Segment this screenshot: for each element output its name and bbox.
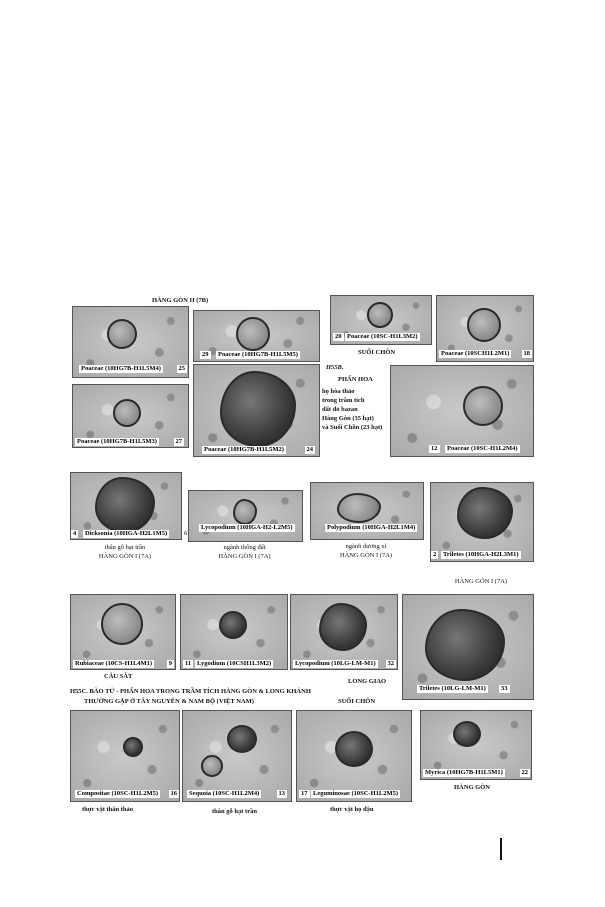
spore-grain — [319, 603, 367, 651]
h55b-desc-1: họ hòa thảo — [322, 388, 355, 395]
spore-grain — [337, 493, 381, 523]
pollen-grain — [367, 302, 393, 328]
plate-sequoia — [182, 710, 292, 802]
pollen-grain — [123, 737, 143, 757]
caption-leguminosae: thực vật họ đậu — [330, 806, 374, 813]
heading-suoi-chon-top: SUỐI CHÔN — [358, 349, 396, 356]
caption-sequoia: thân gỗ hạt trần — [212, 808, 257, 815]
plate-label: Myrica (10HG7B-H1L5M1) — [425, 769, 503, 776]
plate-triletes-hga — [430, 482, 534, 562]
plate-number: 32 — [387, 660, 394, 667]
plate-number: 27 — [175, 438, 182, 445]
plate-number: 17 — [301, 790, 308, 797]
pollen-grain — [467, 308, 501, 342]
plate-label: Triletes (10HGA-H2L3M1) — [443, 551, 519, 558]
plate-label: Poaceae (10HG7B-H1L5M4) — [81, 365, 161, 372]
plate-label: Poaceae (10SC-H1L2M4) — [447, 445, 518, 452]
pollen-grain — [113, 399, 141, 427]
plate-label: Lycopodium (10LG-LM-M1) — [295, 660, 376, 667]
spore-grain — [425, 609, 505, 681]
plate-rubiaceae — [70, 594, 176, 670]
plate-polypodium — [310, 482, 424, 540]
plate-label: Dicksonia (10HGA-H2L1M5) — [85, 530, 168, 537]
plate-label: Rubiaceae (10CS-H1L4M1) — [75, 660, 153, 667]
h55c-title-1: H55C. BÀO TỬ - PHẤN HOA TRONG TRẦM TÍCH HÀNG GÒN & LONG KHÁNH — [70, 688, 311, 695]
caption-cau-sat: CÂU SẮT — [104, 673, 133, 680]
spore-grain — [219, 611, 247, 639]
pollen-grain — [101, 603, 143, 645]
plate-poaceae-12 — [390, 365, 534, 457]
plate-number-6: 6 — [184, 530, 188, 537]
pollen-grain — [227, 725, 257, 753]
plate-leguminosae — [296, 710, 412, 802]
plate-label: Poaceae (10HG7B-H1L5M3) — [77, 438, 157, 445]
pollen-grain — [107, 319, 137, 349]
pollen-grain — [463, 386, 503, 426]
caption-dicksonia-2: HÀNG GÒN I (7A) — [98, 553, 152, 560]
plate-dicksonia — [70, 472, 182, 540]
caption-triletes: HÀNG GÒN I (7A) — [454, 578, 508, 585]
h55b-desc-2: trong trầm tích — [322, 397, 365, 404]
plate-poaceae-27 — [72, 384, 189, 448]
plate-number: 9 — [168, 660, 172, 667]
caption-lycopodium-1: ngành thông đất — [223, 544, 266, 551]
spore-grain — [95, 477, 155, 533]
plate-label: Lygodium (10CSH1L3M2) — [197, 660, 272, 667]
plate-label: Leguminosae (10SC-H1L2M5) — [313, 790, 399, 797]
plate-poaceae-25 — [72, 306, 189, 378]
plate-triletes-lg — [402, 594, 534, 700]
plate-label: Triletes (10LG-LM-M1) — [419, 685, 486, 692]
plate-number: 13 — [278, 790, 285, 797]
plate-number: 33 — [501, 685, 508, 692]
plate-number: 25 — [178, 365, 185, 372]
caption-polypodium-1: ngành dương xỉ — [345, 543, 387, 550]
spore-grain — [233, 499, 257, 525]
plate-label: Sequoia (10SC-H1L2M4) — [189, 790, 260, 797]
plate-label: Lycopodium (10HGA-H2-L2M5) — [201, 524, 293, 531]
plate-number: 22 — [521, 769, 528, 776]
spore-grain — [457, 487, 513, 539]
plate-poaceae-18 — [436, 295, 534, 362]
heading-hang-gon-ii: HÀNG GÒN II (7B) — [152, 297, 209, 304]
caption-hang-gon: HÀNG GÒN — [454, 784, 490, 791]
plate-number: 29 — [202, 351, 209, 358]
plate-number: 16 — [170, 790, 177, 797]
plate-compositae — [70, 710, 180, 802]
plate-number: 4 — [73, 530, 77, 537]
h55c-title-2: THƯỜNG GẶP Ở TÂY NGUYÊN & NAM BỘ (VIỆT NAM) — [84, 698, 254, 705]
plate-number: 24 — [306, 446, 313, 453]
plate-label: Poaceae (10SCH1L2M1) — [441, 350, 510, 357]
caption-long-giao: LONG GIAO — [348, 678, 387, 685]
plate-poaceae-29 — [193, 310, 320, 362]
h55b-desc-3: đất đỏ bazan — [322, 406, 358, 413]
plate-lycopodium-h2 — [188, 490, 303, 542]
pollen-grain — [453, 721, 481, 747]
plate-number: 12 — [431, 445, 438, 452]
plate-label: Poaceae (10HG7B-H1L5M5) — [218, 351, 298, 358]
plate-poaceae-24 — [193, 364, 320, 457]
pollen-grain — [236, 317, 270, 351]
caption-polypodium-2: HÀNG GÒN I (7A) — [339, 552, 393, 559]
pollen-grain — [220, 371, 296, 447]
plate-label: Poaceae (10HG7B-H1L5M2) — [204, 446, 284, 453]
plate-number: 18 — [523, 350, 530, 357]
plate-label: Polypodium (10HGA-H2L1M4) — [327, 524, 416, 531]
plate-lygodium — [180, 594, 288, 670]
pollen-grain — [201, 755, 223, 777]
plate-poaceae-20 — [330, 295, 432, 345]
caption-compositae: thực vật thân thảo — [82, 806, 134, 813]
plate-number: 11 — [185, 660, 192, 667]
plate-number: 20 — [335, 333, 342, 340]
caption-suoi-chon: SUỐI CHÔN — [338, 698, 376, 705]
h55b-label: H55B. — [326, 364, 344, 371]
phan-hoa-title: PHẤN HOA — [338, 376, 373, 383]
caption-dicksonia-1: thân gỗ hạt trần — [104, 544, 146, 551]
plate-label: Poaceae (10SC-H1L3M2) — [347, 333, 418, 340]
page-edge-marker — [500, 838, 502, 860]
plate-number: 2 — [433, 551, 437, 558]
plate-label: Compositae (10SC-H1L2M5) — [77, 790, 159, 797]
h55b-desc-5: và Suối Chồn (23 hạt) — [322, 424, 383, 431]
pollen-grain — [335, 731, 373, 767]
caption-lycopodium-2: HÀNG GÒN I (7A) — [218, 553, 271, 560]
plate-myrica — [420, 710, 532, 780]
h55b-desc-4: Hàng Gòn (35 hạt) — [322, 415, 374, 422]
plate-lycopodium-lg — [290, 594, 398, 670]
